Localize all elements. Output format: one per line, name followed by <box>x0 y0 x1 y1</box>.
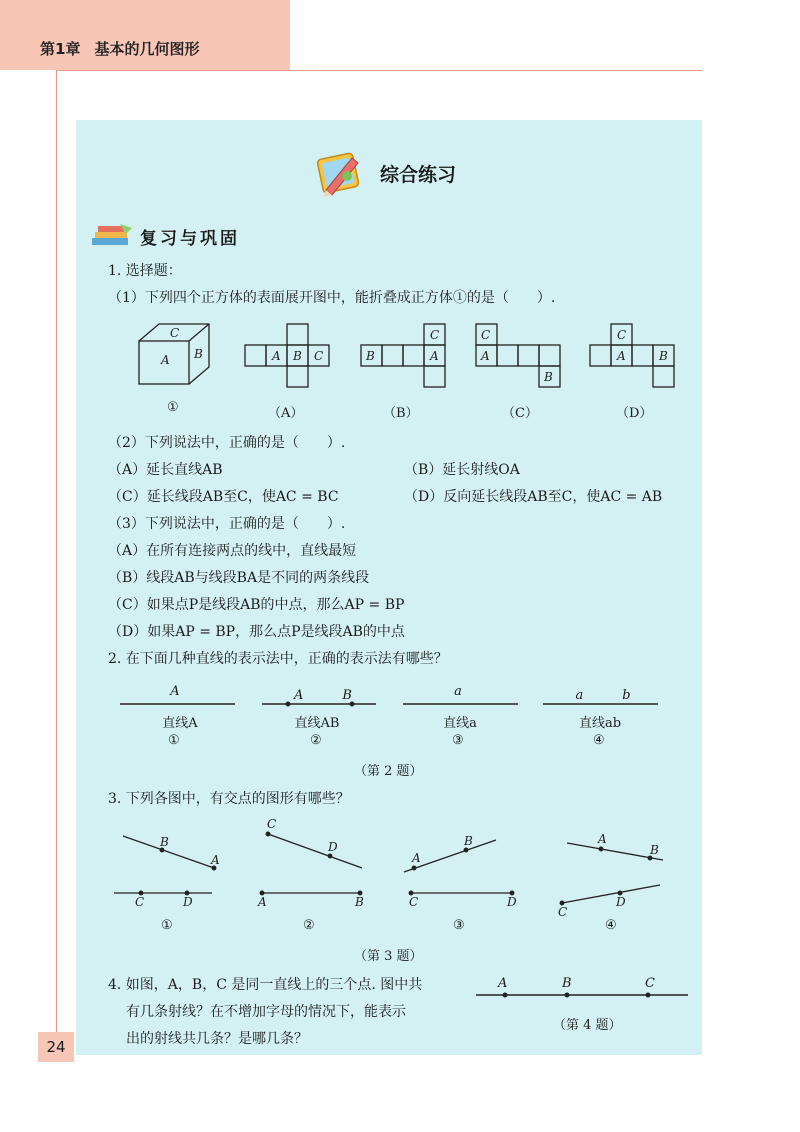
q4-point-c <box>646 993 650 997</box>
svg-text:A: A <box>211 853 220 867</box>
q1-part2-option-d: （D）反向延长线段AB至C，使AC = AB <box>404 489 663 505</box>
q2-fig4-label: a b <box>575 688 631 703</box>
svg-text:C: C <box>617 328 627 342</box>
q1-part3-option-c: （C）如果点P是线段AB的中点，那么AP = BP <box>108 597 405 613</box>
svg-text:C: C <box>558 905 568 919</box>
net-label-d: （D） <box>616 406 653 421</box>
q3-stem: 3. 下列各图中，有交点的图形有哪些？ <box>108 791 350 807</box>
q4-line3: 出的射线共几条？是哪几条？ <box>126 1031 308 1047</box>
svg-text:C: C <box>267 817 277 831</box>
svg-text:A: A <box>258 895 267 909</box>
svg-text:A: A <box>412 851 421 865</box>
net-label-b: （B） <box>383 406 419 421</box>
svg-text:D: D <box>183 895 193 909</box>
q2-fig3-label: a <box>454 684 462 699</box>
page-number: 24 <box>38 1032 74 1062</box>
q3-fig4-number: ④ <box>605 918 617 933</box>
svg-text:A: A <box>430 349 439 363</box>
svg-text:D: D <box>616 895 626 909</box>
q2-fig3-number: ③ <box>452 733 464 748</box>
q4-point-b <box>565 993 569 997</box>
svg-text:C: C <box>409 895 419 909</box>
svg-text:C: C <box>481 328 491 342</box>
q3-fig3-number: ③ <box>453 918 465 933</box>
q1-stem: 1. 选择题： <box>108 263 182 279</box>
q2-fig1-number: ① <box>168 733 180 748</box>
q1-part3-option-b: （B）线段AB与线段BA是不同的两条线段 <box>108 570 370 586</box>
svg-text:B: B <box>355 895 364 909</box>
net-label-c: （C） <box>502 406 538 421</box>
chapter-number: 第1章 <box>40 40 81 58</box>
q4-caption: （第 4 题） <box>553 1018 622 1033</box>
svg-text:C: C <box>135 895 145 909</box>
q4-point-a <box>503 993 507 997</box>
svg-text:D: D <box>507 895 517 909</box>
net-label-original: ① <box>167 400 179 415</box>
q3-fig1-number: ① <box>161 918 173 933</box>
q2-fig2-number: ② <box>310 733 322 748</box>
net-label-a: （A） <box>268 406 304 421</box>
svg-text:B: B <box>659 349 668 363</box>
q2-fig1-label: A <box>170 684 180 699</box>
section-heading: 复习与巩固 <box>140 229 240 249</box>
page-title: 综合练习 <box>380 164 457 186</box>
q2-stem: 2. 在下面几种直线的表示法中，正确的表示法有哪些？ <box>108 651 448 667</box>
q2-fig4-caption: 直线ab <box>578 716 622 731</box>
q3-caption: （第 3 题） <box>354 949 423 964</box>
q1-part3: （3）下列说法中，正确的是（ ）. <box>108 516 346 532</box>
q2-fig2-caption: 直线AB <box>294 716 340 731</box>
q2-fig3-caption: 直线a <box>443 716 477 731</box>
q1-part2-option-b: （B）延长射线OA <box>404 462 520 478</box>
svg-text:A: A <box>481 349 490 363</box>
q1-part3-option-d: （D）如果AP = BP，那么点P是线段AB的中点 <box>108 624 405 640</box>
q2-fig4-number: ④ <box>593 733 605 748</box>
svg-text:A: A <box>272 349 281 363</box>
svg-text:A: A <box>161 353 170 367</box>
q4-line1: 4. 如图，A，B，C 是同一直线上的三个点. 图中共 <box>108 977 423 993</box>
svg-text:B: B <box>650 843 659 857</box>
svg-text:C: C <box>170 326 180 340</box>
svg-text:A: A <box>598 832 607 846</box>
q4-label-a: A <box>498 976 508 991</box>
svg-text:C: C <box>430 328 440 342</box>
svg-text:B: B <box>366 349 375 363</box>
q1-part1: （1）下列四个正方体的表面展开图中，能折叠成正方体①的是（ ）. <box>108 290 556 306</box>
svg-text:B: B <box>194 347 203 361</box>
q2-caption: （第 2 题） <box>354 764 423 779</box>
q2-fig1-caption: 直线A <box>162 716 198 731</box>
svg-text:C: C <box>314 349 324 363</box>
svg-text:D: D <box>328 840 338 854</box>
q3-fig2-number: ② <box>303 918 315 933</box>
q4-label-b: B <box>562 976 572 991</box>
chapter-title: 基本的几何图形 <box>94 40 200 58</box>
svg-text:B: B <box>160 835 169 849</box>
q1-part2-option-c: （C）延长线段AB至C，使AC = BC <box>108 489 339 505</box>
q4-label-c: C <box>645 976 655 991</box>
q1-part2: （2）下列说法中，正确的是（ ）. <box>108 435 346 451</box>
q2-fig2-label: A B <box>294 688 352 703</box>
svg-text:B: B <box>464 834 473 848</box>
q1-part2-option-a: （A）延长直线AB <box>108 462 223 478</box>
svg-text:A: A <box>617 349 626 363</box>
q4-line2: 有几条射线？在不增加字母的情况下，能表示 <box>126 1004 406 1020</box>
svg-text:B: B <box>293 349 302 363</box>
q1-part3-option-a: （A）在所有连接两点的线中，直线最短 <box>108 543 357 559</box>
svg-text:B: B <box>544 370 553 384</box>
